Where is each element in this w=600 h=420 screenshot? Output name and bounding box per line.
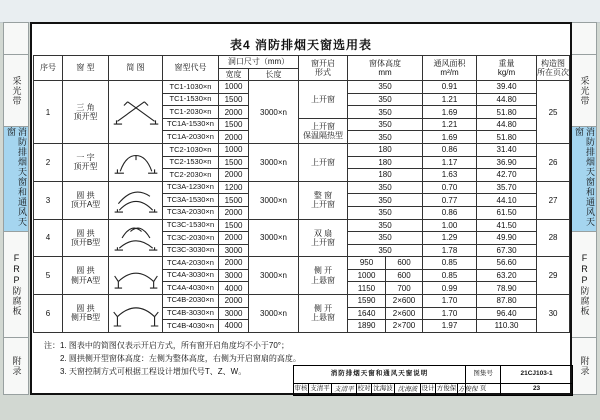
- col-weight: 重量 kg/m: [477, 56, 537, 81]
- flat-top-open-diagram: [110, 146, 162, 178]
- bottom-margin-band: [0, 395, 600, 420]
- sidebar-item-label: 附录: [579, 356, 590, 376]
- sidebar-blank-cell: [571, 22, 597, 55]
- table-row: TC4A-3030×n 3000 1000 600 0.85 63.20: [34, 269, 570, 282]
- diagram-cell: [109, 257, 163, 295]
- checker-label: 校对: [357, 384, 372, 396]
- diagram-cell: [109, 294, 163, 332]
- sidebar-item-label: 采光带: [579, 75, 590, 106]
- open-mode-cell: 双 扇 上开窗: [299, 219, 348, 257]
- table-row: TC4A-4030×n 4000 1150 700 0.99 78.90: [34, 282, 570, 295]
- sidebar-item-label: 附录: [11, 356, 22, 376]
- length-cell: 3000×n: [249, 181, 299, 219]
- sidebar-item-daylight-band: [3, 55, 29, 127]
- col-seq: 序号: [34, 56, 63, 81]
- skylight-selection-table: [33, 55, 570, 333]
- checker-name: 沈海波: [372, 384, 395, 396]
- window-type-cell: 圆 拱 侧开A型: [63, 257, 109, 295]
- detail-page-cell: 28: [537, 219, 570, 257]
- open-mode-cell: 整 窗 上开窗: [299, 181, 348, 219]
- designer-signature: 方俊保: [458, 384, 466, 396]
- table-row: TC3A-2030×n 2000 350 0.86 61.50: [34, 206, 570, 219]
- table-row: TC2-2030×n 2000 180 1.63 42.70: [34, 169, 570, 182]
- reviewer-signature: 支清平: [332, 384, 357, 396]
- detail-page-cell: 27: [537, 181, 570, 219]
- open-mode-cell: 侧 开 上悬窗: [299, 294, 348, 332]
- arch-top-open-b-diagram: [110, 222, 162, 254]
- triangle-top-open-diagram: [110, 96, 162, 128]
- arch-side-open-a-diagram: [110, 260, 162, 292]
- col-length: 长度: [249, 68, 299, 81]
- diagram-cell: [109, 181, 163, 219]
- reviewer-name: 支清平: [309, 384, 332, 396]
- atlas-number: 21CJ103-1: [501, 366, 573, 384]
- notes-label: 注：: [44, 341, 60, 350]
- designer-name: 方俊保: [436, 384, 458, 396]
- sidebar-right: [571, 22, 597, 395]
- sidebar-item-label: 消防排烟天窗和通风天窗: [6, 127, 27, 227]
- height-cell: 350: [348, 81, 423, 94]
- title-block: [293, 365, 573, 396]
- sidebar-item-fire-smoke-vent-active: [3, 127, 29, 232]
- table-row: 3 圆 拱 顶开A型 TC3A-1230×n 1200 3000×n 整 窗 上开窗 350 0.70 35.70 27: [34, 181, 570, 194]
- open-mode-cell: 侧 开 上悬窗: [299, 257, 348, 295]
- page-number-label: 页: [466, 384, 501, 396]
- length-cell: 3000×n: [249, 257, 299, 295]
- sidebar-item-frp-panel: [571, 232, 597, 338]
- window-type-cell: 一 字 顶开型: [63, 144, 109, 182]
- table-row: 4 圆 拱 顶开B型 TC3C-1530×n 1500 3000×n 双 扇 上开窗 350 1.00 41.50 28: [34, 219, 570, 232]
- col-window-type: 窗 型: [63, 56, 109, 81]
- seq-cell: 5: [34, 257, 63, 295]
- table-row: TC3C-2030×n 2000 350 1.29 49.90: [34, 232, 570, 245]
- window-type-cell: 圆 拱 侧开B型: [63, 294, 109, 332]
- open-mode-cell: 上开窗 保温隔热型: [299, 118, 348, 143]
- sidebar-item-appendix: [571, 338, 597, 395]
- col-detail-page: 构造图 所在页次: [537, 56, 570, 81]
- table-header-row: [34, 56, 570, 69]
- table-row: 5 圆 拱 侧开A型 TC4A-2030×n 2000 3000×n 侧 开 上悬窗 950 600 0.85 56.60 29: [34, 257, 570, 270]
- table-title: 表4 消防排烟天窗选用表: [229, 38, 372, 52]
- diagram-cell: [109, 144, 163, 182]
- detail-page-cell: 29: [537, 257, 570, 295]
- code-cell: TC1-1030×n: [163, 81, 219, 94]
- area-cell: 0.91: [423, 81, 477, 94]
- seq-cell: 3: [34, 181, 63, 219]
- sidebar-left: [3, 22, 29, 395]
- sidebar-item-frp-panel: [3, 232, 29, 338]
- sidebar-item-label: FRP防腐板: [11, 253, 22, 316]
- sidebar-item-label: 消防排烟天窗和通风天窗: [574, 127, 595, 227]
- arch-side-open-b-diagram: [110, 297, 162, 329]
- table-row: TC1A-1530×n 1500 上开窗 保温隔热型 350 1.21 44.80: [34, 118, 570, 131]
- sidebar-item-daylight-band: [571, 55, 597, 127]
- arch-top-open-a-diagram: [110, 184, 162, 216]
- col-open-mode: 窗开启 形式: [299, 56, 348, 81]
- sidebar-item-label: FRP防腐板: [579, 253, 590, 316]
- atlas-number-label: 图集号: [466, 366, 501, 384]
- diagram-cell: [109, 81, 163, 144]
- col-diagram: 简 图: [109, 56, 163, 81]
- length-cell: 3000×n: [249, 144, 299, 182]
- height-total-cell: 950: [348, 257, 386, 270]
- checker-signature: 沈海波: [395, 384, 421, 396]
- seq-cell: 2: [34, 144, 63, 182]
- sidebar-item-fire-smoke-vent-active: [571, 127, 597, 232]
- height-sash-cell: 600: [386, 257, 423, 270]
- table-row: 6 圆 拱 侧开B型 TC4B-2030×n 2000 3000×n 侧 开 上悬窗 1590 2×600 1.70 87.80 30: [34, 294, 570, 307]
- table-row: 2 一 字 顶开型 TC2-1030×n 1000 3000×n 上开窗 180 0.86 31.40 26: [34, 144, 570, 157]
- reviewer-label: 审核: [294, 384, 309, 396]
- seq-cell: 1: [34, 81, 63, 144]
- table-row: TC4B-4030×n 4000 1890 2×700 1.97 110.30: [34, 320, 570, 333]
- sidebar-blank-cell: [3, 22, 29, 55]
- window-type-cell: 三 角 顶开型: [63, 81, 109, 144]
- table-row: TC3A-1530×n 1500 350 0.77 44.10: [34, 194, 570, 207]
- length-cell: 3000×n: [249, 294, 299, 332]
- col-code: 窗型代号: [163, 56, 219, 81]
- window-type-cell: 圆 拱 顶开A型: [63, 181, 109, 219]
- table-row: TC4B-3030×n 3000 1640 2×600 1.70 96.40: [34, 307, 570, 320]
- detail-page-cell: 26: [537, 144, 570, 182]
- table-row: TC3C-3030×n 3000 350 1.78 67.30: [34, 244, 570, 257]
- length-cell: 3000×n: [249, 219, 299, 257]
- detail-page-cell: 30: [537, 294, 570, 332]
- page-number: 23: [501, 384, 573, 396]
- table-row: TC1-1530×n 1500 350 1.21 44.80: [34, 93, 570, 106]
- sheet-title: 消防排烟天窗和通风天窗说明: [294, 366, 466, 384]
- length-cell: 3000×n: [249, 81, 299, 144]
- diagram-cell: [109, 219, 163, 257]
- table-row: [34, 81, 570, 94]
- sidebar-item-appendix: [3, 338, 29, 395]
- width-cell: 1000: [219, 81, 249, 94]
- table-row: TC1A-2030×n 2000 350 1.69 51.80: [34, 131, 570, 144]
- designer-label: 设计: [421, 384, 436, 396]
- seq-cell: 4: [34, 219, 63, 257]
- note-item: 2. 圆拱侧开型窗体高度：左侧为整体高度，右侧为开启窗扇的高度。: [60, 354, 301, 363]
- open-mode-cell: 上开窗: [299, 81, 348, 119]
- window-type-cell: 圆 拱 顶开B型: [63, 219, 109, 257]
- height-sash-cell: 2×600: [386, 294, 423, 307]
- col-opening-size: 洞口尺寸（mm）: [219, 56, 299, 69]
- col-body-height: 窗体高度 mm: [348, 56, 423, 81]
- top-margin-band: [0, 0, 600, 23]
- col-vent-area: 通风面积 m²/m: [423, 56, 477, 81]
- seq-cell: 6: [34, 294, 63, 332]
- height-total-cell: 1590: [348, 294, 386, 307]
- sidebar-item-label: 采光带: [11, 75, 22, 106]
- col-width: 宽度: [219, 68, 249, 81]
- table-row: TC1-2030×n 2000 350 1.69 51.80: [34, 106, 570, 119]
- detail-page-cell: 25: [537, 81, 570, 144]
- note-item: 1. 图表中的简图仅表示开启方式，所有窗开启角度均不小于70°；: [60, 341, 289, 350]
- table-row: TC2-1530×n 1500 180 1.17 36.90: [34, 156, 570, 169]
- weight-cell: 39.40: [477, 81, 537, 94]
- note-item: 3. 天窗控制方式可根据工程设计增加代号T、Z、W。: [60, 367, 247, 376]
- open-mode-cell: 上开窗: [299, 144, 348, 182]
